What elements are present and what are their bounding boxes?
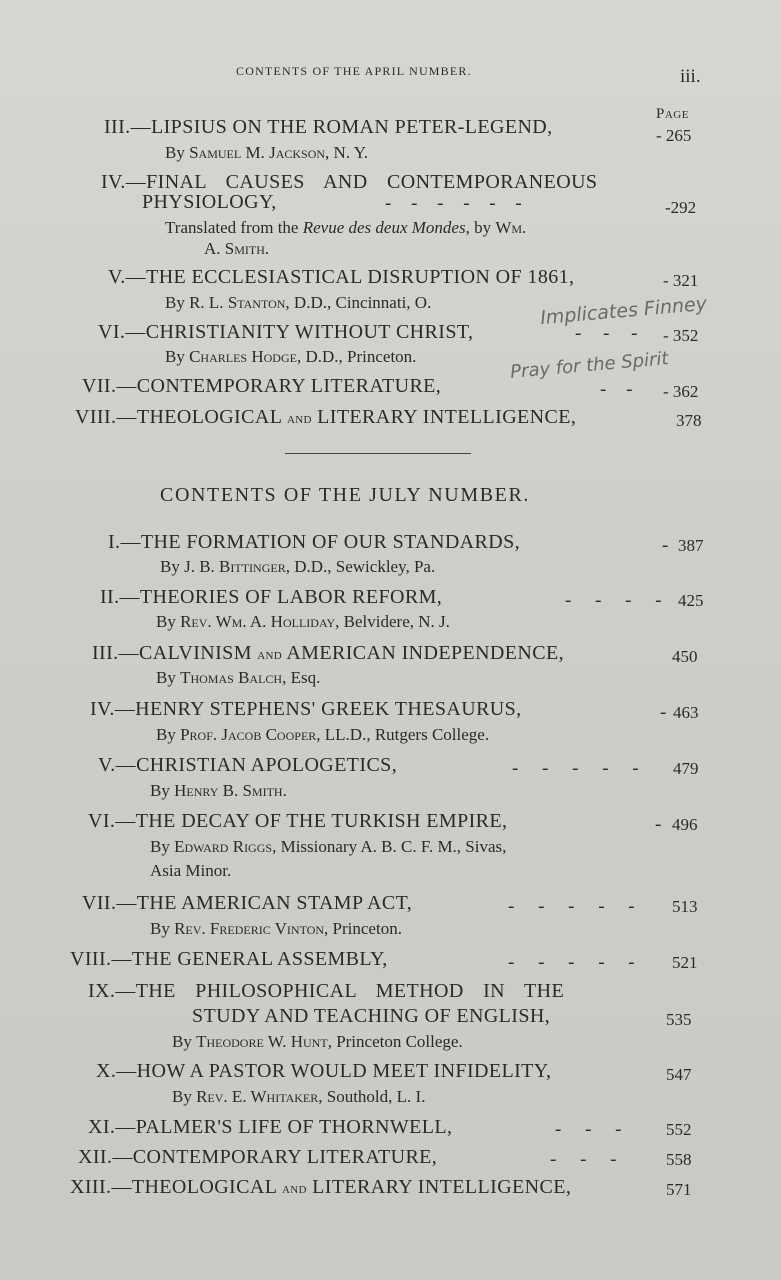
dot-leader: - - -	[575, 323, 638, 344]
toc-entry-page: - 352	[663, 326, 699, 345]
dot-leader: - - - - - -	[385, 193, 523, 214]
section-heading: CONTENTS OF THE JULY NUMBER.	[160, 484, 531, 506]
dot-leader: - -	[600, 379, 633, 400]
toc-entry-byline-cont: A. Smith.	[204, 239, 270, 258]
toc-entry-title: V.—CHRISTIAN APOLOGETICS,	[98, 754, 398, 776]
toc-entry-page: - 321	[663, 271, 699, 290]
toc-entry-page: - 265	[656, 126, 692, 145]
toc-entry-byline-cont: Asia Minor.	[150, 861, 232, 880]
toc-entry-byline: By Prof. Jacob Cooper, LL.D., Rutgers College.	[156, 725, 490, 744]
toc-entry-title: VII.—CONTEMPORARY LITERATURE,	[82, 375, 442, 397]
section-divider	[285, 453, 471, 454]
toc-entry-page: 513	[672, 897, 698, 916]
toc-entry-byline: By Edward Riggs, Missionary A. B. C. F. M., Sivas,	[150, 837, 507, 856]
toc-entry-title: X.—HOW A PASTOR WOULD MEET INFIDELITY,	[96, 1060, 552, 1082]
toc-entry-page: 496	[672, 815, 698, 834]
toc-entry-byline: By Samuel M. Jackson, N. Y.	[165, 143, 369, 162]
folio-page-number: iii.	[680, 66, 701, 87]
toc-entry-page: 571	[666, 1180, 692, 1199]
toc-entry-title: XIII.—THEOLOGICAL and LITERARY INTELLIGENCE,	[70, 1176, 572, 1198]
toc-entry-page: 547	[666, 1065, 692, 1084]
toc-entry-title-cont: PHYSIOLOGY,	[142, 191, 277, 213]
toc-entry-title: VI.—CHRISTIANITY WITHOUT CHRIST,	[98, 321, 474, 343]
toc-entry-byline: By J. B. Bittinger, D.D., Sewickley, Pa.	[160, 557, 436, 576]
toc-entry-page: 378	[676, 411, 702, 430]
toc-entry-byline: Translated from the Revue des deux Mondes, by Wm.	[165, 218, 527, 237]
toc-entry-title: VII.—THE AMERICAN STAMP ACT,	[82, 892, 413, 914]
handwritten-note: Pray for the Spirit	[509, 348, 670, 383]
toc-entry-page: 535	[666, 1010, 692, 1029]
toc-entry-byline: By Thomas Balch, Esq.	[156, 668, 321, 687]
toc-entry-byline: By Rev. Wm. A. Holliday, Belvidere, N. J.	[156, 612, 450, 631]
toc-entry-page: 479	[673, 759, 699, 778]
toc-entry-page: 450	[672, 647, 698, 666]
dot-leader: - - -	[550, 1149, 617, 1170]
dot-leader: -	[662, 535, 669, 556]
toc-entry-title: V.—THE ECCLESIASTICAL DISRUPTION OF 1861,	[108, 266, 575, 288]
toc-entry-title: XII.—CONTEMPORARY LITERATURE,	[78, 1146, 438, 1168]
toc-entry-page: 552	[666, 1120, 692, 1139]
toc-entry-byline: By Theodore W. Hunt, Princeton College.	[172, 1032, 463, 1051]
dot-leader: - - - - -	[512, 758, 640, 779]
toc-entry-page: - 362	[663, 382, 699, 401]
toc-entry-byline: By Rev. Frederic Vinton, Princeton.	[150, 919, 402, 938]
toc-entry-page: 425	[678, 591, 704, 610]
toc-entry-title: IV.—HENRY STEPHENS' GREEK THESAURUS,	[90, 698, 522, 720]
toc-entry-title: XI.—PALMER'S LIFE OF THORNWELL,	[88, 1116, 453, 1138]
toc-entry-page: -292	[665, 198, 697, 217]
dot-leader: - - - -	[565, 590, 663, 611]
toc-entry-title: VIII.—THE GENERAL ASSEMBLY,	[70, 948, 388, 970]
toc-entry-title: VI.—THE DECAY OF THE TURKISH EMPIRE,	[88, 810, 508, 832]
toc-entry-page: 387	[678, 536, 704, 555]
toc-entry-byline: By R. L. Stanton, D.D., Cincinnati, O.	[165, 293, 432, 312]
dot-leader: - - - - -	[508, 952, 636, 973]
toc-entry-byline: By Charles Hodge, D.D., Princeton.	[165, 347, 417, 366]
dot-leader: - - -	[555, 1119, 622, 1140]
toc-entry-title: IV.—FINAL CAUSES AND CONTEMPORANEOUS	[101, 171, 598, 193]
toc-entry-byline: By Henry B. Smith.	[150, 781, 287, 800]
toc-entry-title: II.—THEORIES OF LABOR REFORM,	[100, 586, 443, 608]
handwritten-note: Implicates Finney	[539, 292, 708, 330]
page-column-label: Page	[656, 106, 689, 122]
toc-entry-title: IX.—THE PHILOSOPHICAL METHOD IN THE	[88, 980, 565, 1002]
toc-entry-title: III.—CALVINISM and AMERICAN INDEPENDENCE,	[92, 642, 564, 664]
toc-entry-title: VIII.—THEOLOGICAL and LITERARY INTELLIGENCE,	[75, 406, 577, 428]
toc-entry-page: 463	[673, 703, 699, 722]
toc-entry-byline: By Rev. E. Whitaker, Southold, L. I.	[172, 1087, 426, 1106]
toc-entry-title-cont: STUDY AND TEACHING OF ENGLISH,	[192, 1005, 551, 1027]
toc-entry-title: III.—LIPSIUS ON THE ROMAN PETER-LEGEND,	[104, 116, 553, 138]
dot-leader: -	[660, 702, 667, 723]
toc-entry-page: 558	[666, 1150, 692, 1169]
dot-leader: -	[655, 814, 662, 835]
dot-leader: - - - - -	[508, 896, 636, 917]
toc-entry-page: 521	[672, 953, 698, 972]
toc-entry-title: I.—THE FORMATION OF OUR STANDARDS,	[108, 531, 521, 553]
running-header: CONTENTS OF THE APRIL NUMBER.	[236, 64, 472, 78]
